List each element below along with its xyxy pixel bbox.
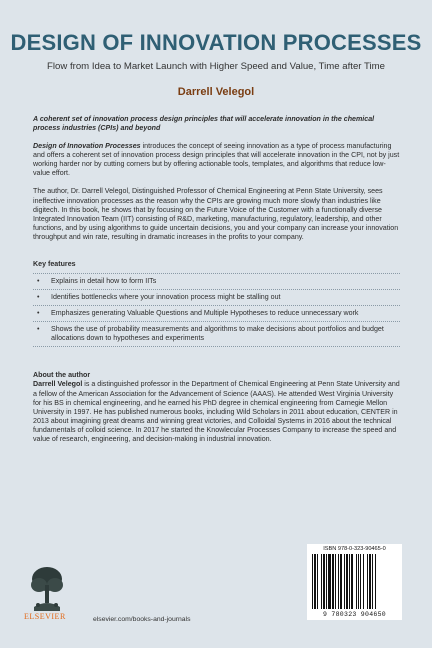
about-author-name: Darrell Velegol (33, 380, 83, 389)
isbn-label: ISBN 978-0-323-90465-0 (323, 546, 386, 552)
barcode-bar (335, 554, 336, 609)
intro-paragraph (33, 142, 400, 178)
barcode-bar (363, 554, 364, 609)
barcode-bar (372, 554, 373, 609)
intro-book-title: Design of Innovation Processes (33, 142, 141, 151)
barcode-bar (351, 554, 353, 609)
barcode-bars (312, 554, 397, 609)
title: DESIGN OF INNOVATION PROCESSES (10, 30, 422, 55)
barcode-bar (328, 554, 331, 609)
key-features-list (33, 273, 400, 347)
about-heading: About the author (33, 371, 91, 380)
barcode-bar (346, 554, 348, 609)
author-name: Darrell Velegol (177, 86, 255, 98)
barcode-bar (312, 554, 313, 609)
barcode-bar (375, 554, 376, 609)
barcode-bar (323, 554, 325, 609)
isbn-digits: 9 780323 904650 (322, 611, 386, 618)
barcode-bar (321, 554, 322, 609)
back-cover-text (33, 115, 400, 444)
barcode-bar (326, 554, 327, 609)
about-paragraph (33, 380, 400, 444)
tagline: A coherent set of innovation process design principles that will accelerate innovation in the chemical process industries (CPIs) and beyond (33, 115, 375, 133)
publisher-url[interactable]: elsevier.com/books-and-journals (93, 616, 191, 623)
author-paragraph: The author, Dr. Darrell Velegol, Distinguished Professor of Chemical Engineering at Penn State University, sees ineffective innovation processes as the reason why the CPIs are growing much more slowly than industries like digitech. In this book, he shows that by focusing on the Future Voice of the Customer with a functionally diverse Integrated Innovation Team (IIT) consisting of R&D, marketing, manufacturing, regulatory, leadership, and other functions, and by using algorithms to guide uncertain decisions, you and your company can increase your innovation throughput and win rate, resulting in dramatic increases in the profits to your company. (33, 187, 399, 241)
key-features-heading: Key features (33, 259, 76, 268)
barcode-bar (314, 554, 316, 609)
barcode-bar (344, 554, 345, 609)
about-text: is a distinguished professor in the Department of Chemical Engineering at Penn State University and a fellow of the American Association for the Advancement of Science (AAAS). He attended West Virginia University for his BS in chemical engineering, and he earned his PhD degree in chemical engineering from Carnegie Mellon University in 1997. He has published numerous books, including Wild Scholars in 2011 about education, CENTER in 2013 about imagining great dreams and winning great victories, and Colloidal Systems in 2016 about the technical fundamentals of colloid science. In 2017 he started the Knowlecular Processes Company to increase the speed and value of research, engineering, and decision-making in industrial innovation. (33, 380, 400, 443)
barcode-bar (317, 554, 318, 609)
barcode-bar (332, 554, 334, 609)
barcode-bar (360, 554, 361, 609)
barcode (307, 544, 402, 620)
barcode-bar (356, 554, 357, 609)
barcode-bar (338, 554, 339, 609)
key-feature-item: • Explains in detail how to form IITs (33, 273, 400, 289)
key-feature-item: • Shows the use of probability measurements and algorithms to make decisions about portfolios and budget allocations down to hypotheses and experiments (33, 321, 400, 347)
barcode-bar (349, 554, 350, 609)
barcode-bar (367, 554, 368, 609)
elsevier-tree-logo-icon (30, 565, 64, 611)
barcode-bar (358, 554, 360, 609)
barcode-bar (340, 554, 343, 609)
barcode-bar (369, 554, 371, 609)
key-feature-item: • Identifies bottlenecks where your innovation process might be stalling out (33, 289, 400, 305)
key-feature-item: • Emphasizes generating Valuable Questions and Multiple Hypotheses to reduce unnecessary work (33, 305, 400, 321)
publisher-logo-text: ELSEVIER (24, 612, 66, 621)
subtitle: Flow from Idea to Market Launch with Higher Speed and Value, Time after Time (47, 61, 385, 72)
intro-text: introduces the concept of seeing innovation as a type of process manufacturing and offers a coherent set of innovation process design principles that will accelerate innovation in the CPI, not by just working harder nor by cutting corners but by offering actionable tools, templates, and algorithms that reduce low-value effort. (33, 142, 400, 178)
